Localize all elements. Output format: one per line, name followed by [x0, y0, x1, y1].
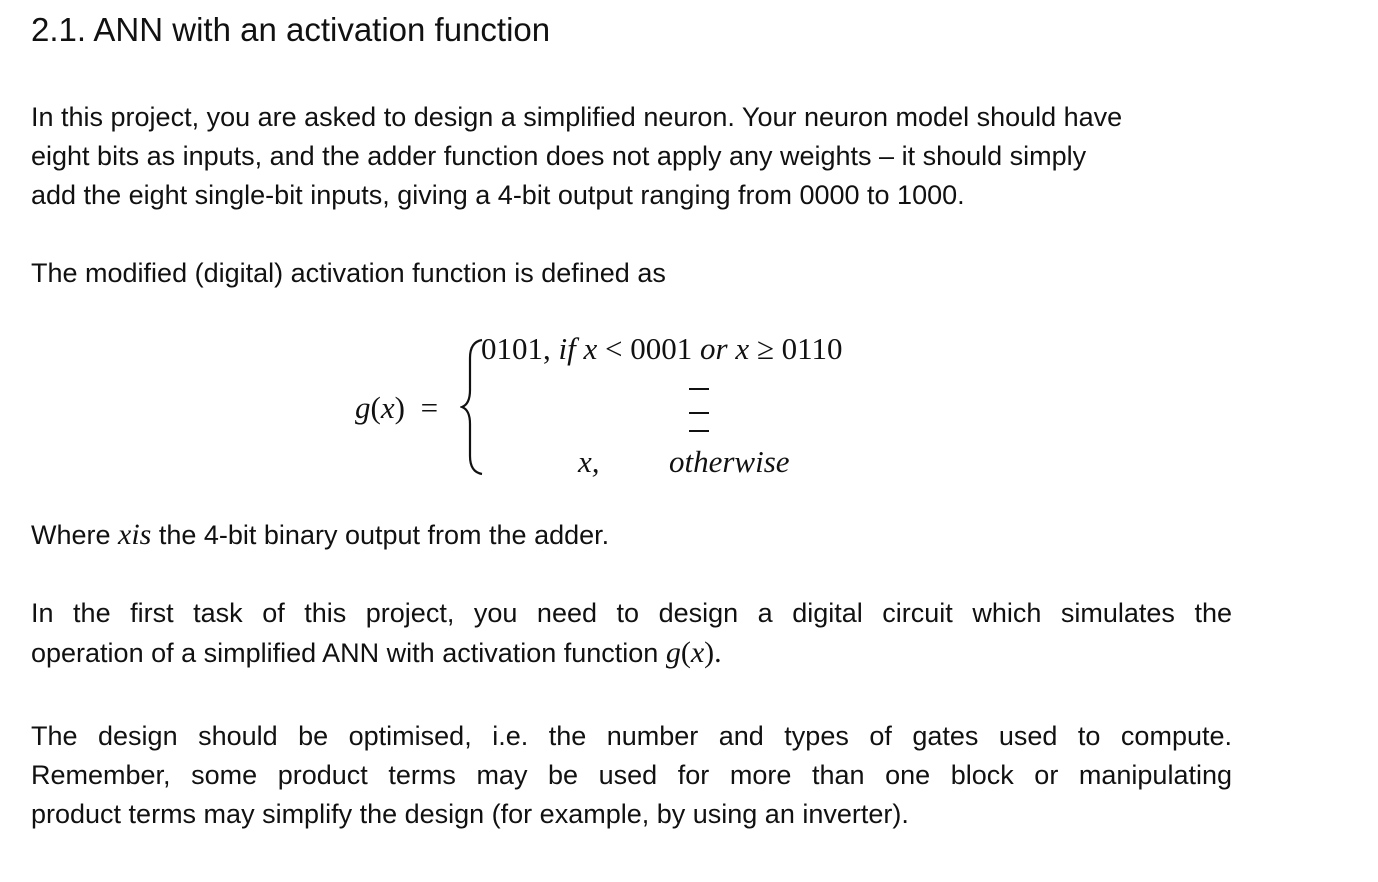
where-before: Where	[31, 520, 119, 550]
equation-dash-1	[689, 388, 709, 390]
task-func-arg: (x).	[680, 636, 722, 669]
task-line-2-text: operation of a simplified ANN with activation function	[31, 638, 666, 668]
case2-value: x,	[578, 444, 600, 479]
where-paragraph	[31, 515, 609, 555]
case1-x2: x	[735, 331, 750, 366]
design-line-3: product terms may simplify the design (for example, by using an inverter).	[31, 799, 909, 829]
case1-ge: ≥	[756, 331, 774, 366]
task-line-2	[31, 633, 1232, 673]
case1-x1: x	[583, 331, 598, 366]
activation-intro-paragraph	[31, 254, 666, 293]
case1-high: 0110	[781, 331, 843, 366]
intro-line-2: eight bits as inputs, and the adder function does not apply any weights – it should simply	[31, 141, 1087, 171]
equation-case-2-value	[578, 444, 600, 480]
intro-line-3: add the eight single-bit inputs, giving a 4-bit output ranging from 0000 to 1000.	[31, 180, 965, 210]
task-line-1: In the first task of this project, you need to design a digital circuit which simulates the	[31, 598, 1232, 628]
task-paragraph	[31, 594, 1232, 673]
case1-if: if	[558, 331, 576, 366]
activation-intro-line: The modified (digital) activation function is defined as	[31, 258, 666, 288]
equation-lhs	[355, 390, 438, 426]
design-line-2: Remember, some product terms may be used for more than one block or manipulating	[31, 760, 1232, 790]
design-paragraph	[31, 717, 1232, 834]
task-func-g: g	[665, 636, 681, 669]
case2-condition: otherwise	[669, 444, 790, 479]
where-line	[31, 515, 609, 555]
equation-dash-2	[689, 412, 709, 414]
where-after: the 4-bit binary output from the adder.	[151, 520, 610, 550]
intro-line-1: In this project, you are asked to design a simplified neuron. Your neuron model should have	[31, 102, 1123, 132]
case1-lt: <	[605, 331, 623, 366]
case1-low: 0001	[630, 331, 693, 366]
equation-case-1	[481, 331, 842, 367]
design-line-1: The design should be optimised, i.e. the number and types of gates used to compute.	[31, 721, 1232, 751]
case1-value: 0101,	[481, 331, 551, 366]
where-math-x: xis	[118, 518, 152, 551]
equation-case-2-condition	[669, 444, 790, 480]
section-heading: 2.1. ANN with an activation function	[31, 11, 551, 48]
equation-lhs-func: g	[355, 390, 371, 425]
equation-lhs-arg: (x)	[370, 390, 405, 425]
equation-equals: =	[420, 390, 439, 425]
equation-dash-3	[689, 430, 709, 432]
case1-or: or	[699, 331, 728, 366]
intro-paragraph	[31, 98, 1122, 215]
